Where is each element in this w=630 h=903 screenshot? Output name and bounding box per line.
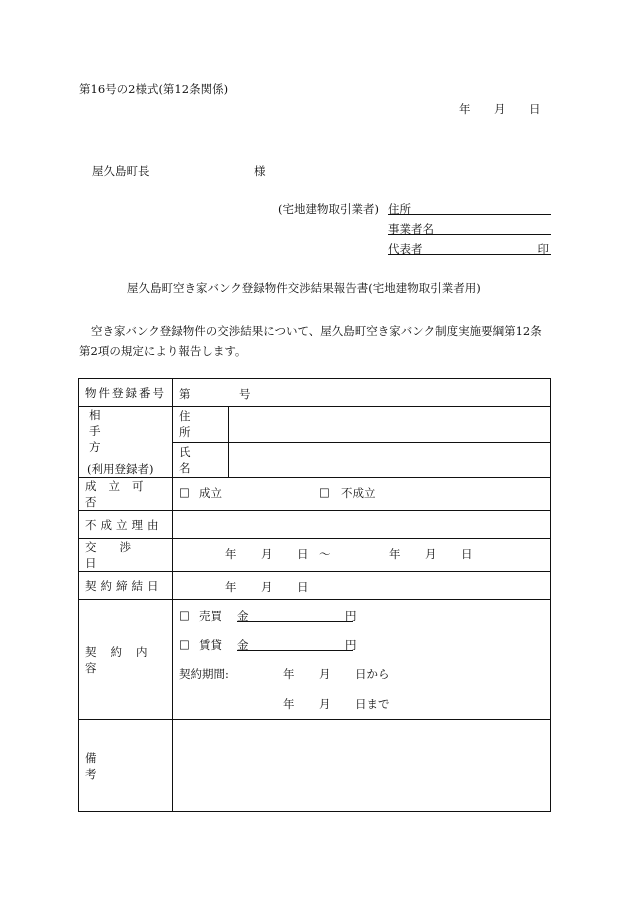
label-contract-details: 契約内容	[79, 600, 173, 720]
label-party-name: 氏名	[173, 442, 229, 478]
checkbox-sale[interactable]: □	[179, 608, 190, 622]
period-y2: 年	[283, 697, 295, 711]
reg-prefix: 第	[179, 387, 191, 401]
label-rent: 賃貸	[199, 638, 222, 652]
submitter-address-label: 住所	[388, 202, 411, 216]
period-m2: 月	[319, 697, 331, 711]
row-party-address	[79, 407, 551, 443]
contract-details-field	[173, 600, 551, 720]
addressee-honorific: 様	[254, 164, 266, 178]
submitter-business-label: 事業者名	[388, 222, 434, 236]
neg-d1: 日	[297, 547, 309, 561]
neg-y2: 年	[389, 547, 401, 561]
label-registration-number: 物件登録番号	[79, 379, 173, 407]
label-party-address: 住所	[173, 407, 229, 443]
submitter-address-field[interactable]	[388, 201, 551, 215]
registration-number-field[interactable]	[173, 379, 551, 407]
body-text-line1: 空き家バンク登録物件の交渉結果について、屋久島町空き家バンク制度実施要綱第12条	[91, 324, 542, 338]
cd-d: 日	[297, 580, 309, 594]
row-negotiation-date	[79, 539, 551, 572]
party-address-field[interactable]	[229, 407, 551, 443]
cd-m: 月	[261, 580, 273, 594]
row-result	[79, 478, 551, 511]
reg-suffix: 号	[239, 387, 251, 401]
label-remarks: 備考	[79, 720, 173, 812]
label-contract-period: 契約期間:	[179, 667, 229, 681]
sale-yen: 円	[345, 609, 357, 623]
report-table	[78, 378, 551, 812]
addressee-name: 屋久島町長	[92, 164, 150, 178]
checkbox-not-established[interactable]: □	[319, 485, 330, 499]
label-result: 成立可否	[79, 478, 173, 511]
rent-amount-field[interactable]: 金 円	[237, 638, 357, 652]
period-y1: 年	[283, 667, 295, 681]
party-name-field[interactable]	[229, 442, 551, 478]
period-to: 日まで	[355, 697, 390, 711]
checkbox-established[interactable]: □	[179, 485, 190, 499]
submitter-representative-label: 代表者	[388, 242, 423, 256]
period-m1: 月	[319, 667, 331, 681]
row-registration-number	[79, 379, 551, 407]
label-negotiation-date: 交渉日	[79, 539, 173, 572]
document-title: 屋久島町空き家バンク登録物件交渉結果報告書(宅地建物取引業者用)	[127, 281, 481, 295]
submitter-representative-field[interactable]	[388, 241, 551, 255]
label-party-sub: (利用登録者)	[87, 462, 154, 476]
row-fail-reason	[79, 511, 551, 539]
row-contract-details	[79, 600, 551, 720]
neg-m2: 月	[425, 547, 437, 561]
date-year-label: 年	[459, 102, 471, 116]
negotiation-date-field[interactable]	[173, 539, 551, 572]
label-contract-date: 契約締結日	[79, 572, 173, 600]
date-month-label: 月	[494, 102, 506, 116]
contract-date-field[interactable]	[173, 572, 551, 600]
label-fail-reason: 不成立理由	[79, 511, 173, 539]
label-sale: 売買	[199, 609, 222, 623]
checkbox-rent[interactable]: □	[179, 637, 190, 651]
neg-m1: 月	[261, 547, 273, 561]
label-not-established: 不成立	[341, 486, 376, 500]
cd-y: 年	[225, 580, 237, 594]
neg-y1: 年	[225, 547, 237, 561]
form-number: 第16号の2様式(第12条関係)	[79, 82, 229, 96]
row-remarks	[79, 720, 551, 812]
label-established: 成立	[199, 486, 222, 500]
seal-mark: 印	[537, 242, 549, 256]
label-party: 相手方 (利用登録者)	[79, 407, 173, 478]
fail-reason-field[interactable]	[173, 511, 551, 539]
submitter-business-field[interactable]	[388, 221, 551, 235]
body-text-line2: 第2項の規定により報告します。	[79, 344, 247, 358]
result-field	[173, 478, 551, 511]
date-day-label: 日	[529, 102, 541, 116]
period-from: 日から	[355, 667, 390, 681]
submitter-role: (宅地建物取引業者)	[278, 202, 379, 216]
neg-tilde: 〜	[319, 547, 331, 561]
row-contract-date	[79, 572, 551, 600]
sale-amount-field[interactable]: 金 円	[237, 609, 357, 623]
neg-d2: 日	[461, 547, 473, 561]
rent-yen: 円	[345, 638, 357, 652]
remarks-field[interactable]	[173, 720, 551, 812]
